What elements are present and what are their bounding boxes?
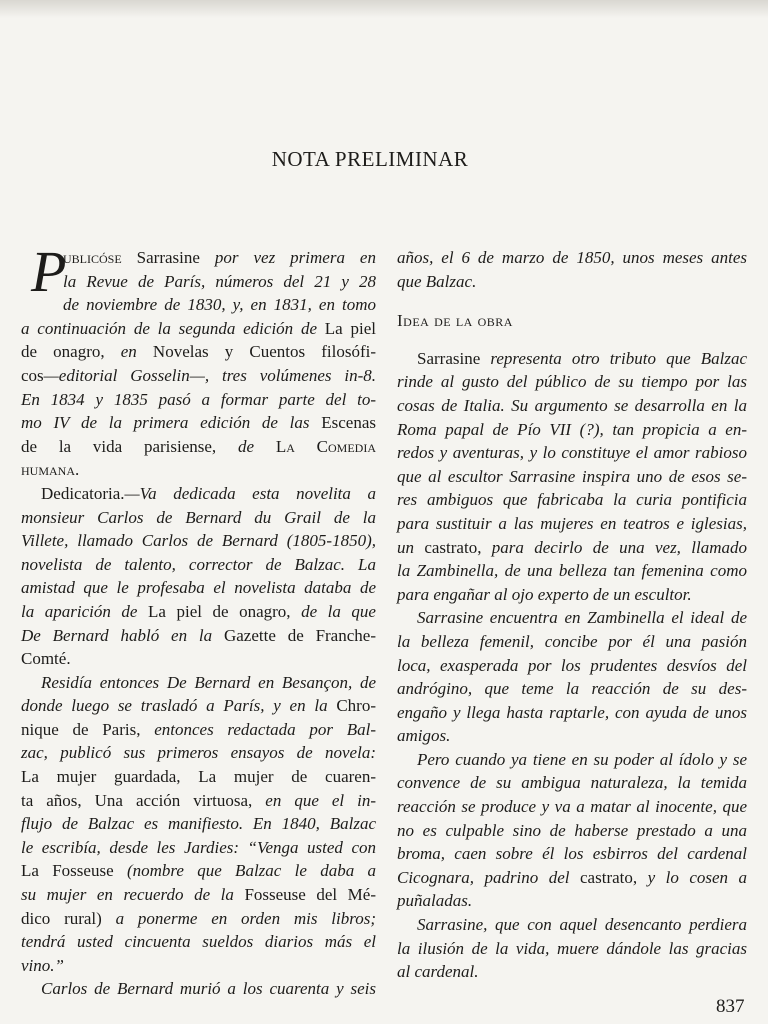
text-line [21, 482, 376, 506]
text-run: —Va dedicada esta novelita a [124, 483, 376, 503]
text-run: a continuación de la segunda edición de [21, 318, 325, 338]
text-line: que Balzac. [397, 271, 477, 291]
text-run: ta años, Una acción virtuosa, [21, 790, 266, 810]
text-run: (nombre que Balzac le daba a [126, 861, 376, 881]
text-line: Pero cuando ya tiene en su poder al ídolo y se [417, 749, 747, 769]
left-column [21, 239, 377, 1001]
text-run: en que el in- [265, 790, 376, 810]
text-line [397, 347, 747, 371]
text-run: mo IV de la primera edición de las [21, 413, 322, 433]
text-line: redos y aventuras, y lo constituye el amor rabioso [397, 443, 747, 463]
text-line: La mujer guardada, La mujer de cuaren- [21, 767, 376, 787]
text-line: Carlos de Bernard murió a los cuarenta y seis [41, 979, 376, 999]
text-line [21, 411, 376, 435]
text-run: La piel [324, 318, 377, 338]
text-line [21, 718, 376, 742]
text-line [21, 859, 376, 883]
text-line: la Zambinella, de una belleza tan femenina como [397, 561, 747, 581]
text-line: flujo de Balzac es manifiesto. En 1840, Balzac [21, 814, 376, 834]
text-line: al cardenal. [397, 962, 479, 982]
section-heading: Idea de la obra [397, 311, 513, 331]
text-run: Sarrasine [417, 348, 491, 368]
text-line: novelista de talento, corrector de Balzac. La [21, 554, 376, 574]
text-run: castrato, [580, 867, 648, 887]
page-title: NOTA PRELIMINAR [271, 147, 469, 171]
text-run: un [397, 537, 425, 557]
text-run: de [237, 436, 276, 456]
text-run: Sarrasine [121, 248, 215, 267]
text-run: Gazette de Franche- [223, 625, 376, 645]
text-run: Escenas [321, 413, 376, 433]
text-line [21, 883, 376, 907]
text-line: zac, publicó sus primeros ensayos de novela: [21, 743, 376, 763]
text-line: cosas de Italia. Su argumento se desarrolla en la [397, 395, 747, 415]
text-run: La Fosseuse [21, 861, 127, 881]
text-line [21, 435, 376, 459]
text-line: puñaladas. [397, 891, 473, 911]
text-run: cos [21, 365, 44, 385]
right-column [397, 246, 747, 984]
text-run: de onagro, [21, 342, 121, 362]
text-line: no es culpable sino de haberse prestado a una [397, 820, 747, 840]
text-line [21, 624, 376, 648]
text-run: —editorial Gosselin—, tres volúmenes in-8. [43, 365, 376, 385]
scan-shadow [0, 0, 768, 18]
text-run: de la que [301, 601, 376, 621]
text-line [21, 789, 376, 813]
text-line: engaño y llega hasta raptarle, con ayuda de unos [397, 702, 747, 722]
text-run: La Comedia [275, 436, 377, 456]
text-line: Sarrasine encuentra en Zambinella el ideal de [417, 608, 747, 628]
text-line: andrógino, que teme la reacción de su des- [397, 679, 747, 699]
text-run: para decirlo de una vez, llamado [491, 537, 747, 557]
text-line [21, 694, 376, 718]
text-line: amigos. [397, 726, 451, 746]
text-line: Sarrasine, que con aquel desencanto perdiera [417, 915, 747, 935]
text-run: a ponerme en orden mis libros; [115, 908, 376, 928]
text-line: Comté. [21, 649, 71, 669]
text-line [21, 907, 376, 931]
text-line [21, 600, 376, 624]
text-run: La piel de onagro, [148, 601, 302, 621]
text-run: donde luego se trasladó a París, y en la [21, 696, 337, 716]
text-run: Fosseuse del Mé- [244, 885, 376, 905]
text-line: la belleza femenil, concibe por él una pasión [397, 631, 747, 651]
page-number: 837 [716, 996, 745, 1017]
text-run: Dedicatoria. [41, 483, 125, 503]
drop-cap: P [31, 239, 67, 304]
text-line: para sustituir a las mujeres en teatros e iglesias, [397, 513, 747, 533]
text-run: nique de Paris, [21, 719, 155, 739]
text-run: representa otro tributo que Balzac [490, 348, 747, 368]
text-line: broma, caen sobre él los esbirros del cardenal [397, 844, 747, 864]
text-line: convence de su ambigua naturaleza, la temida [397, 773, 747, 793]
text-line: para engañar al ojo experto de un escultor. [397, 584, 692, 604]
text-line: la ilusión de la vida, muere dándole las gracias [397, 938, 747, 958]
text-line [21, 317, 376, 341]
text-run: la aparición de [21, 601, 148, 621]
text-line: reacción se produce y va a matar al inocente, que [397, 797, 747, 817]
text-line [21, 246, 376, 270]
text-run: ublicóse [63, 248, 122, 267]
text-line: rinde al gusto del público de su tiempo por las [397, 372, 747, 392]
text-line: Villete, llamado Carlos de Bernard (1805-1850), [21, 531, 376, 551]
text-run: Novelas y Cuentos filosófi- [136, 342, 376, 362]
text-run: y lo cosen a [647, 867, 748, 887]
text-line: le escribía, desde les Jardies: “Venga usted con [21, 837, 376, 857]
text-run: por vez primera en [214, 248, 376, 267]
text-run: de la vida parisiense, [21, 436, 238, 456]
text-run: castrato, [424, 537, 492, 557]
text-line: que al escultor Sarrasine inspira uno de esos se- [397, 466, 747, 486]
text-run: Cicognara, padrino del [397, 867, 581, 887]
text-line [21, 340, 376, 364]
text-line [397, 536, 747, 560]
text-line: la Revue de París, números del 21 y 28 [63, 271, 376, 291]
text-line: amistad que le profesaba el novelista databa de [21, 578, 376, 598]
text-line: Residía entonces De Bernard en Besançon, de [41, 672, 376, 692]
text-line: años, el 6 de marzo de 1850, unos meses antes [397, 248, 747, 267]
text-run: dico rural) [21, 908, 116, 928]
text-line: de noviembre de 1830, y, en 1831, en tomo [63, 295, 376, 315]
text-run: De Bernard habló en la [21, 625, 224, 645]
text-line: tendrá usted cincuenta sueldos diarios más el [21, 932, 376, 952]
text-line [21, 364, 376, 388]
text-line: monsieur Carlos de Bernard du Grail de la [21, 507, 376, 527]
text-line: En 1834 y 1835 pasó a formar parte del to- [21, 389, 376, 409]
text-line: vino.” [21, 955, 64, 975]
text-line: loca, exasperada por los prudentes desvíos del [397, 655, 747, 675]
text-line: humana. [21, 460, 80, 480]
text-line [397, 866, 747, 890]
text-line: res ambiguos que fabricaba la curia pontificia [397, 490, 747, 510]
text-run: en [120, 342, 137, 362]
text-run: su mujer en recuerdo de la [21, 885, 245, 905]
text-run: entonces redactada por Bal- [154, 719, 376, 739]
first-paragraph [21, 239, 377, 482]
text-run: Chro- [336, 696, 376, 716]
text-line: Roma papal de Pío VII (?), tan propicia a en- [397, 419, 747, 439]
